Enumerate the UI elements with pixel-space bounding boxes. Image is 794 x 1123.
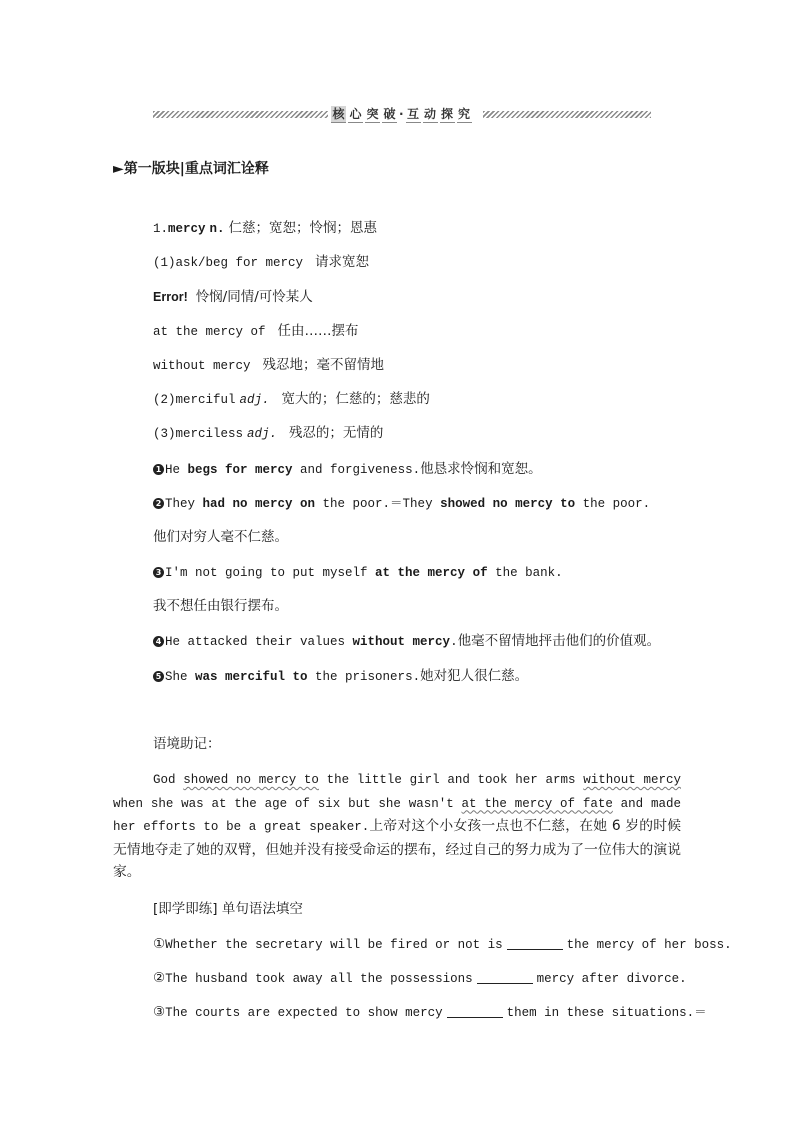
- phrase-line: [153, 390, 430, 409]
- phrase-line: [153, 322, 358, 341]
- context-key: showed no mercy to: [183, 773, 319, 787]
- example-key: without mercy: [352, 635, 451, 649]
- context-text: God: [153, 773, 184, 787]
- headword-num: 1.: [153, 222, 169, 236]
- section-banner: [153, 104, 651, 124]
- example-cn-line: 他们对穷人毫不仁慈。: [153, 529, 288, 545]
- example-key: at the mercy of: [375, 566, 488, 580]
- banner-char: 互: [407, 106, 420, 121]
- example-number: 5: [153, 671, 164, 682]
- example-cn: 他毫不留情地抨击他们的价值观。: [457, 633, 661, 649]
- phrase-cn: 怜悯/同情/可怜某人: [195, 289, 313, 305]
- example-text: He: [165, 463, 188, 477]
- example-line: [153, 632, 660, 651]
- context-text: the little girl and took her arms: [318, 773, 584, 787]
- headword-pos: n.: [209, 222, 225, 236]
- phrase-line: [153, 356, 384, 375]
- example-text: He attacked their values: [165, 635, 353, 649]
- banner-hatch-left: [153, 111, 328, 118]
- phrase-cn: 残忍的；无情的: [288, 425, 384, 441]
- example-number: 1: [153, 464, 164, 475]
- headword: mercy: [168, 222, 206, 236]
- headword-meaning: 仁慈；宽恕；怜悯；恩惠: [228, 220, 378, 236]
- phrase-en: (3)merciless: [153, 427, 244, 441]
- example-text: They: [165, 497, 203, 511]
- banner-char: 究: [458, 106, 471, 121]
- banner-char: 破: [383, 106, 396, 121]
- banner-char: 探: [441, 106, 454, 121]
- context-cn: 上帝对这个小女孩一点也不仁慈，在她 6 岁的时候无情地夺走了她的双臂，但她并没有接受命运的摆布，经过自己的努力成为了一位伟大的演说家。: [113, 818, 681, 880]
- exercise-text: mercy after divorce.: [536, 972, 687, 986]
- phrase-cn: 任由……摆布: [277, 323, 359, 339]
- exercise-number: ②: [153, 970, 166, 986]
- exercise-item: [153, 969, 687, 988]
- context-key: without mercy: [583, 773, 681, 787]
- exercise-text: them in these situations.＝: [506, 1006, 707, 1020]
- example-key: was merciful to: [195, 670, 308, 684]
- banner-char: 突: [366, 106, 379, 121]
- exercise-text: The courts are expected to show mercy: [165, 1006, 443, 1020]
- banner-label: [331, 104, 481, 124]
- example-text: the poor.: [575, 497, 651, 511]
- exercise-text: the mercy of her boss.: [566, 938, 732, 952]
- banner-char: 核: [332, 106, 345, 121]
- context-paragraph: [113, 768, 681, 884]
- example-key: begs for mercy: [187, 463, 293, 477]
- context-heading: 语境助记：: [153, 736, 221, 752]
- phrase-en: at the mercy of: [153, 325, 266, 339]
- banner-char: 动: [424, 106, 437, 121]
- phrase-en: Error!: [153, 290, 188, 304]
- example-text: and forgiveness.: [292, 463, 421, 477]
- headword-line: [153, 219, 377, 238]
- phrase-line: [153, 288, 313, 306]
- phrase-cn: 宽大的；仁慈的；慈悲的: [281, 391, 430, 407]
- phrase-pos: adj.: [247, 427, 278, 441]
- context-text: and made her efforts to be a great speaker.: [113, 796, 681, 834]
- exercise-item: [153, 935, 732, 954]
- exercise-number: ③: [153, 1004, 166, 1020]
- phrase-en: without mercy: [153, 359, 251, 373]
- answer-blank[interactable]: [507, 937, 563, 950]
- example-text: She: [165, 670, 196, 684]
- example-line: [153, 494, 650, 513]
- example-number: 4: [153, 636, 164, 647]
- answer-blank[interactable]: [447, 1005, 503, 1018]
- example-cn-line: 我不想任由银行摆布。: [153, 598, 288, 614]
- phrase-line: [153, 253, 369, 272]
- answer-blank[interactable]: [477, 971, 533, 984]
- exercise-number: ①: [153, 936, 166, 952]
- example-key: showed no mercy to: [440, 497, 576, 511]
- example-text: the bank.: [487, 566, 563, 580]
- example-line: [153, 563, 563, 582]
- example-text: the prisoners.: [307, 670, 421, 684]
- example-cn: 他恳求怜悯和宽恕。: [420, 461, 542, 477]
- phrase-cn: 请求宽恕: [314, 254, 369, 270]
- phrase-pos: adj.: [239, 393, 270, 407]
- example-line: [153, 460, 542, 479]
- example-text: I'm not going to put myself: [165, 566, 376, 580]
- phrase-en: (2)merciful: [153, 393, 236, 407]
- exercise-heading: [即学即练] 单句语法填空: [153, 901, 303, 917]
- context-text: when she was at the age of six but she wasn't: [113, 796, 462, 811]
- exercise-item: [153, 1003, 707, 1022]
- phrase-line: [153, 424, 383, 443]
- banner-dot: ·: [399, 107, 404, 121]
- phrase-cn: 残忍地；毫不留情地: [262, 357, 384, 373]
- phrase-en: (1)ask/beg for mercy: [153, 256, 304, 270]
- example-text: the poor.＝They: [315, 497, 441, 511]
- example-key: had no mercy on: [202, 497, 316, 511]
- section-title: ►第一版块|重点词汇诠释: [113, 161, 269, 177]
- banner-char: 心: [349, 106, 362, 121]
- exercise-text: The husband took away all the possessions: [165, 972, 473, 986]
- example-number: 2: [153, 498, 164, 509]
- banner-hatch-right: [483, 111, 651, 118]
- example-line: [153, 667, 528, 686]
- context-key: at the mercy of fate: [461, 796, 613, 811]
- exercise-text: Whether the secretary will be fired or not is: [165, 938, 503, 952]
- example-number: 3: [153, 567, 164, 578]
- example-cn: 她对犯人很仁慈。: [420, 668, 529, 684]
- example-text: .: [450, 635, 458, 649]
